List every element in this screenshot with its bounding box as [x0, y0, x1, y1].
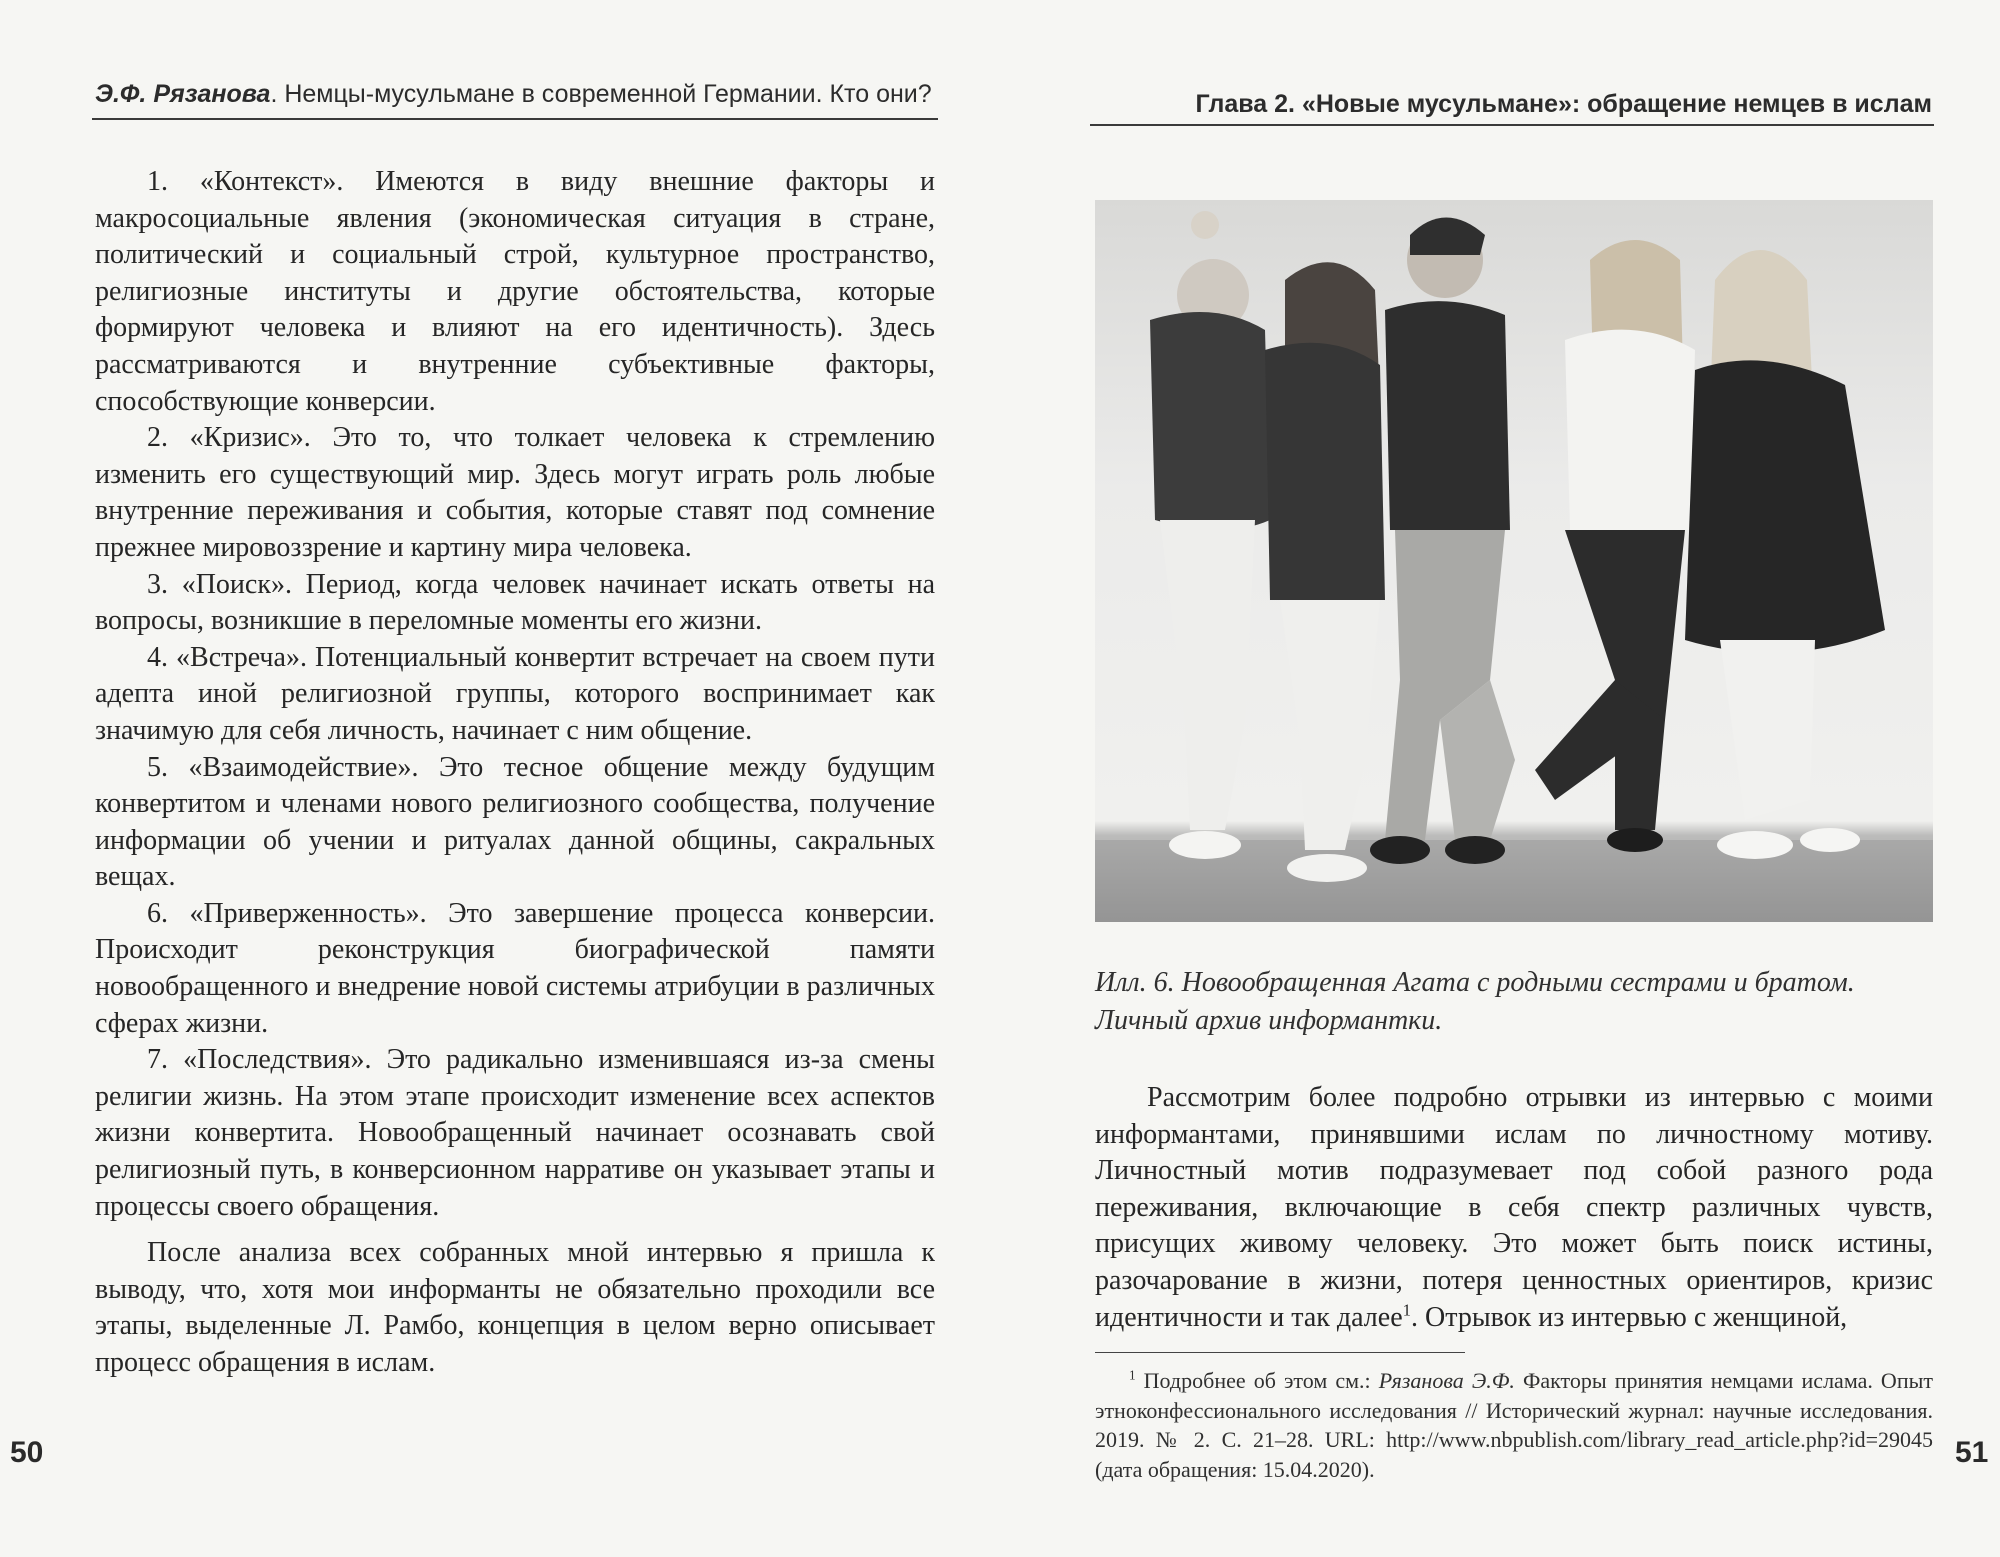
- footnote-reference[interactable]: 1: [1402, 1300, 1412, 1320]
- running-head-title: . Немцы-мусульмане в современной Германии. Кто они?: [270, 80, 932, 108]
- figure-caption: [1095, 964, 1945, 1040]
- page-number-left: 50: [10, 1436, 44, 1469]
- running-head-author: Э.Ф. Рязанова: [95, 80, 271, 108]
- footnote-lead: Подробнее об этом см.:: [1135, 1368, 1379, 1393]
- paragraph-search: 3. «Поиск». Период, когда человек начинает искать ответы на вопросы, возникшие в переломные моменты его жизни.: [95, 568, 935, 637]
- person-3: [1370, 218, 1515, 865]
- person-1: [1150, 211, 1270, 859]
- group-photo-illustration: [1095, 200, 1933, 922]
- caption-line-2: Личный архив информантки.: [1095, 1005, 1443, 1036]
- person-5: [1685, 250, 1885, 859]
- caption-line-1: Илл. 6. Новообращенная Агата с родными сестрами и братом.: [1095, 967, 1855, 998]
- footnote-author: Рязанова Э.Ф.: [1378, 1368, 1515, 1393]
- right-page: [1000, 0, 2000, 1557]
- running-head-left: [95, 80, 932, 109]
- paragraph-consequences: 7. «Последствия». Это радикально изменившаяся из-за смены религии жизнь. На этом этапе происходит изменение всех аспектов жизни конвертита. Новообращенный начинает осознавать свой религиозный путь, в конверсионном нарративе он указывает этапы и процессы своего обращения.: [95, 1044, 935, 1222]
- group-photo: [1095, 200, 1933, 922]
- footnote-rule: [1095, 1352, 1465, 1353]
- paragraph-encounter: 4. «Встреча». Потенциальный конвертит встречает на своем пути адепта иной религиозной группы, которого воспринимает как значимую для себя личность, начинает с ним общение.: [95, 641, 935, 746]
- paragraph-context: 1. «Контекст». Имеются в виду внешние факторы и макросоциальные явления (экономическая ситуация в стране, политический и социальный строй, культурное пространство, религиозные институты и другие обстоятельства, которые формируют человека и влияют на его идентичность). Здесь рассматриваются и внутренние субъективные факторы, способствующие конверсии.: [95, 166, 935, 417]
- running-head-right: Глава 2. «Новые мусульмане»: обращение немцев в ислам: [1195, 90, 1932, 118]
- header-rule-right: [1090, 124, 1934, 126]
- paragraph-commitment: 6. «Приверженность». Это завершение процесса конверсии. Происходит реконструкция биографической памяти новообращенного и внедрение новой системы атрибуции в различных сферах жизни.: [95, 897, 935, 1039]
- paragraph-interaction: 5. «Взаимодействие». Это тесное общение между будущим конвертитом и членами нового религиозного сообщества, получение информации об учении и ритуалах данной общины, сакральных вещах.: [95, 751, 935, 893]
- footnote-text: Факторы принятия немцами ислама. Опыт этноконфессионального исследования // Исторический журнал: научные исследования. 2019. № 2. С. 21–28. URL: http://www.nbpublish.com/library_read_article.php?id=29045 (дата обращения: 15.04.2020).: [1095, 1368, 1933, 1482]
- paragraph-conclusion: После анализа всех собранных мной интервью я пришла к выводу, что, хотя мои информанты не обязательно проходили все этапы, выделенные Л. Рамбо, концепция в целом верно описывает процесс обращения в ислам.: [95, 1237, 935, 1378]
- paragraph-tail-text: . Отрывок из интервью с женщиной,: [1411, 1301, 1848, 1333]
- person-2: [1265, 262, 1385, 882]
- header-rule-left: [92, 118, 938, 120]
- paragraph-crisis: 2. «Кризис». Это то, что толкает человека к стремлению изменить его существующий мир. Здесь могут играть роль любые внутренние переживания и события, которые ставят под сомнение прежнее мировоззрение и картину мира человека.: [95, 422, 935, 563]
- page-number-right: 51: [1955, 1436, 1989, 1469]
- footnote-marker: 1: [1129, 1367, 1136, 1383]
- footnote: [1095, 1366, 1933, 1484]
- paragraph-main-text: Рассмотрим более подробно отрывки из интервью с моими информантами, принявшими ислам по личностному мотиву. Личностный мотив подразумевает под собой разного рода переживания, включающие в себя спектр различных чувств, присущих живому человеку. Это может быть поиск истины, разочарование в жизни, потеря ценностных ориентиров, кризис идентичности и так далее: [1095, 1082, 1933, 1333]
- paragraph-personal-motive: [1095, 1080, 1933, 1336]
- left-body-text: [95, 164, 935, 1382]
- right-body-text: [1095, 1080, 1933, 1336]
- person-4: [1535, 240, 1695, 852]
